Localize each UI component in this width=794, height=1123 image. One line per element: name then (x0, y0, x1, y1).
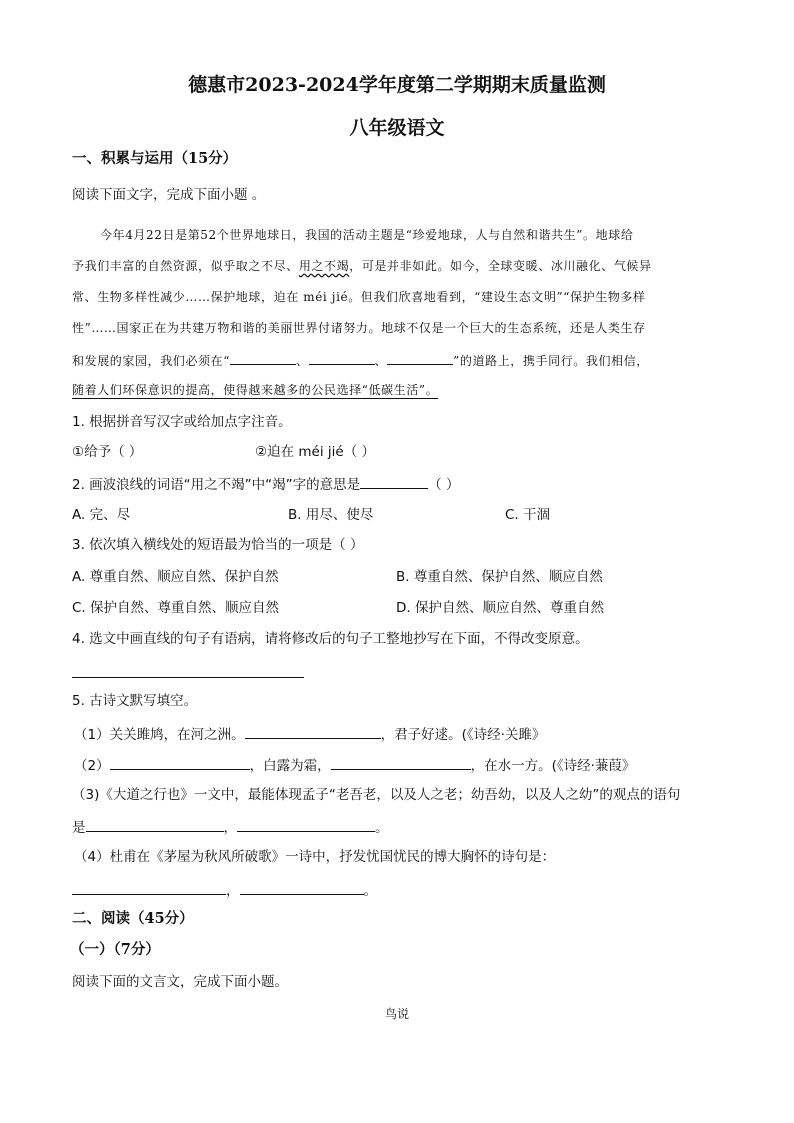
q4-answer-line[interactable] (72, 677, 304, 678)
q3-option-c: C. 保护自然、尊重自然、顺应自然 (72, 600, 280, 616)
q5-part-1 (74, 724, 545, 744)
q5-p2-text-a: （2） (74, 758, 110, 774)
q2-stem-text: 2. 画波浪线的词语“用之不竭”中“竭”字的意思是 (72, 477, 361, 493)
q5-p3-blank-1[interactable] (86, 817, 224, 832)
q5-p4-text-b: ， (226, 883, 240, 899)
passage-line-5-a: 和发展的家园，我们必须在“ (72, 354, 230, 368)
exam-title: 德惠市2023-2024学年度第二学期期末质量监测 (188, 74, 606, 96)
fill-blank-3[interactable] (387, 350, 453, 365)
passage-line-2-b: ，可是并非如此。如今，全球变暖、冰川融化、气候异 (349, 259, 652, 273)
q5-p4-blank-2[interactable] (240, 880, 364, 895)
q2-paren: （ ） (428, 477, 460, 493)
q5-p2-blank-2[interactable] (331, 755, 471, 770)
q2-stem (72, 474, 459, 494)
q5-p3-text-c: 。 (375, 820, 389, 836)
section1-instruction: 阅读下面文字，完成下面小题 。 (72, 187, 266, 203)
underlined-sentence: 随着人们环保意识的提高，使得越来越多的公民选择“低碳生活”。 (72, 383, 439, 397)
q3-stem: 3. 依次填入横线处的短语最为恰当的一项是（ ） (72, 537, 364, 553)
q5-p2-blank-1[interactable] (110, 755, 250, 770)
section1-heading: 一、积累与运用（15分） (72, 150, 238, 167)
section2-part1-heading: （一）（7分） (70, 941, 160, 958)
q5-part-2 (74, 755, 635, 775)
section2-heading: 二、阅读（45分） (72, 910, 194, 927)
q5-p3-text-b: ， (223, 820, 237, 836)
q5-p2-text-c: ，在水一方。(《诗经·蒹葭》 (470, 758, 636, 774)
q5-p1-blank[interactable] (245, 724, 381, 739)
fill-blank-1[interactable] (230, 350, 296, 365)
passage-line-3: 常、生物多样性减少……保护地球，迫在 méi jié。但我们欣喜地看到，“建设生态文明”“保护生物多样 (72, 290, 646, 304)
passage-line-2 (72, 257, 722, 275)
classical-text-title: 鸟说 (384, 1007, 409, 1021)
passage-line-2-a: 予我们丰富的自然资源，似乎取之不尽、 (72, 259, 299, 273)
wavy-phrase: 用之不竭 (298, 259, 350, 273)
q5-p1-text-a: （1）关关雎鸠，在河之洲。 (74, 727, 245, 743)
blank-separator-1: 、 (295, 354, 309, 368)
q5-stem: 5. 古诗文默写填空。 (72, 693, 198, 709)
q5-p4-blank-1[interactable] (72, 880, 226, 895)
q1-part-a: ①给予（ ） (72, 444, 143, 460)
passage-line-4: 性”……国家正在为共建万物和谐的美丽世界付诸努力。地球不仅是一个巨大的生态系统，还是人类生存 (72, 321, 646, 335)
fill-blank-2[interactable] (309, 350, 375, 365)
q3-option-d: D. 保护自然、顺应自然、尊重自然 (396, 600, 604, 616)
q3-option-b: B. 尊重自然、保护自然、顺应自然 (396, 569, 603, 585)
section2-instruction: 阅读下面的文言文，完成下面小题。 (72, 974, 288, 990)
q5-p3-blank-2[interactable] (237, 817, 375, 832)
passage-line-5-b: ”的道路上，携手同行。我们相信， (453, 354, 649, 368)
passage-line-1: 今年4月22日是第52个世界地球日，我国的活动主题是“珍爱地球，人与自然和谐共生”。地球给 (100, 228, 634, 242)
exam-subject: 八年级语文 (349, 117, 445, 139)
q5-p4-text-c: 。 (363, 883, 377, 899)
passage-line-6 (72, 381, 722, 399)
q5-part-4-line2 (72, 880, 377, 900)
q2-answer-blank[interactable] (360, 474, 428, 489)
q5-part-4-line1: （4）杜甫在《茅屋为秋风所破歌》一诗中，抒发忧国忧民的博大胸怀的诗句是： (74, 849, 556, 865)
q4-stem: 4. 选文中画直线的句子有语病，请将修改后的句子工整地抄写在下面，不得改变原意。 (72, 631, 589, 647)
q5-p1-text-b: ，君子好逑。(《诗经·关雎》 (380, 727, 546, 743)
q5-p2-text-b: ，白露为霜， (249, 758, 331, 774)
q1-part-b: ②迫在 méi jié（ ） (255, 444, 375, 460)
q3-option-a: A. 尊重自然、顺应自然、保护自然 (72, 569, 279, 585)
q5-part-3-line1: （3)《大道之行也》一文中，最能体现孟子“老吾老，以及人之老；幼吾幼，以及人之幼”的观点的语句 (72, 787, 681, 803)
q2-option-c: C. 干涸 (505, 507, 551, 523)
q1-stem: 1. 根据拼音写汉字或给加点字注音。 (72, 414, 292, 430)
q2-option-b: B. 用尽、使尽 (288, 507, 374, 523)
q5-p3-text-a: 是 (72, 820, 86, 836)
q5-part-3-line2 (72, 817, 389, 837)
blank-separator-2: 、 (374, 354, 388, 368)
passage-line-5 (72, 350, 722, 370)
q2-option-a: A. 完、尽 (72, 507, 131, 523)
